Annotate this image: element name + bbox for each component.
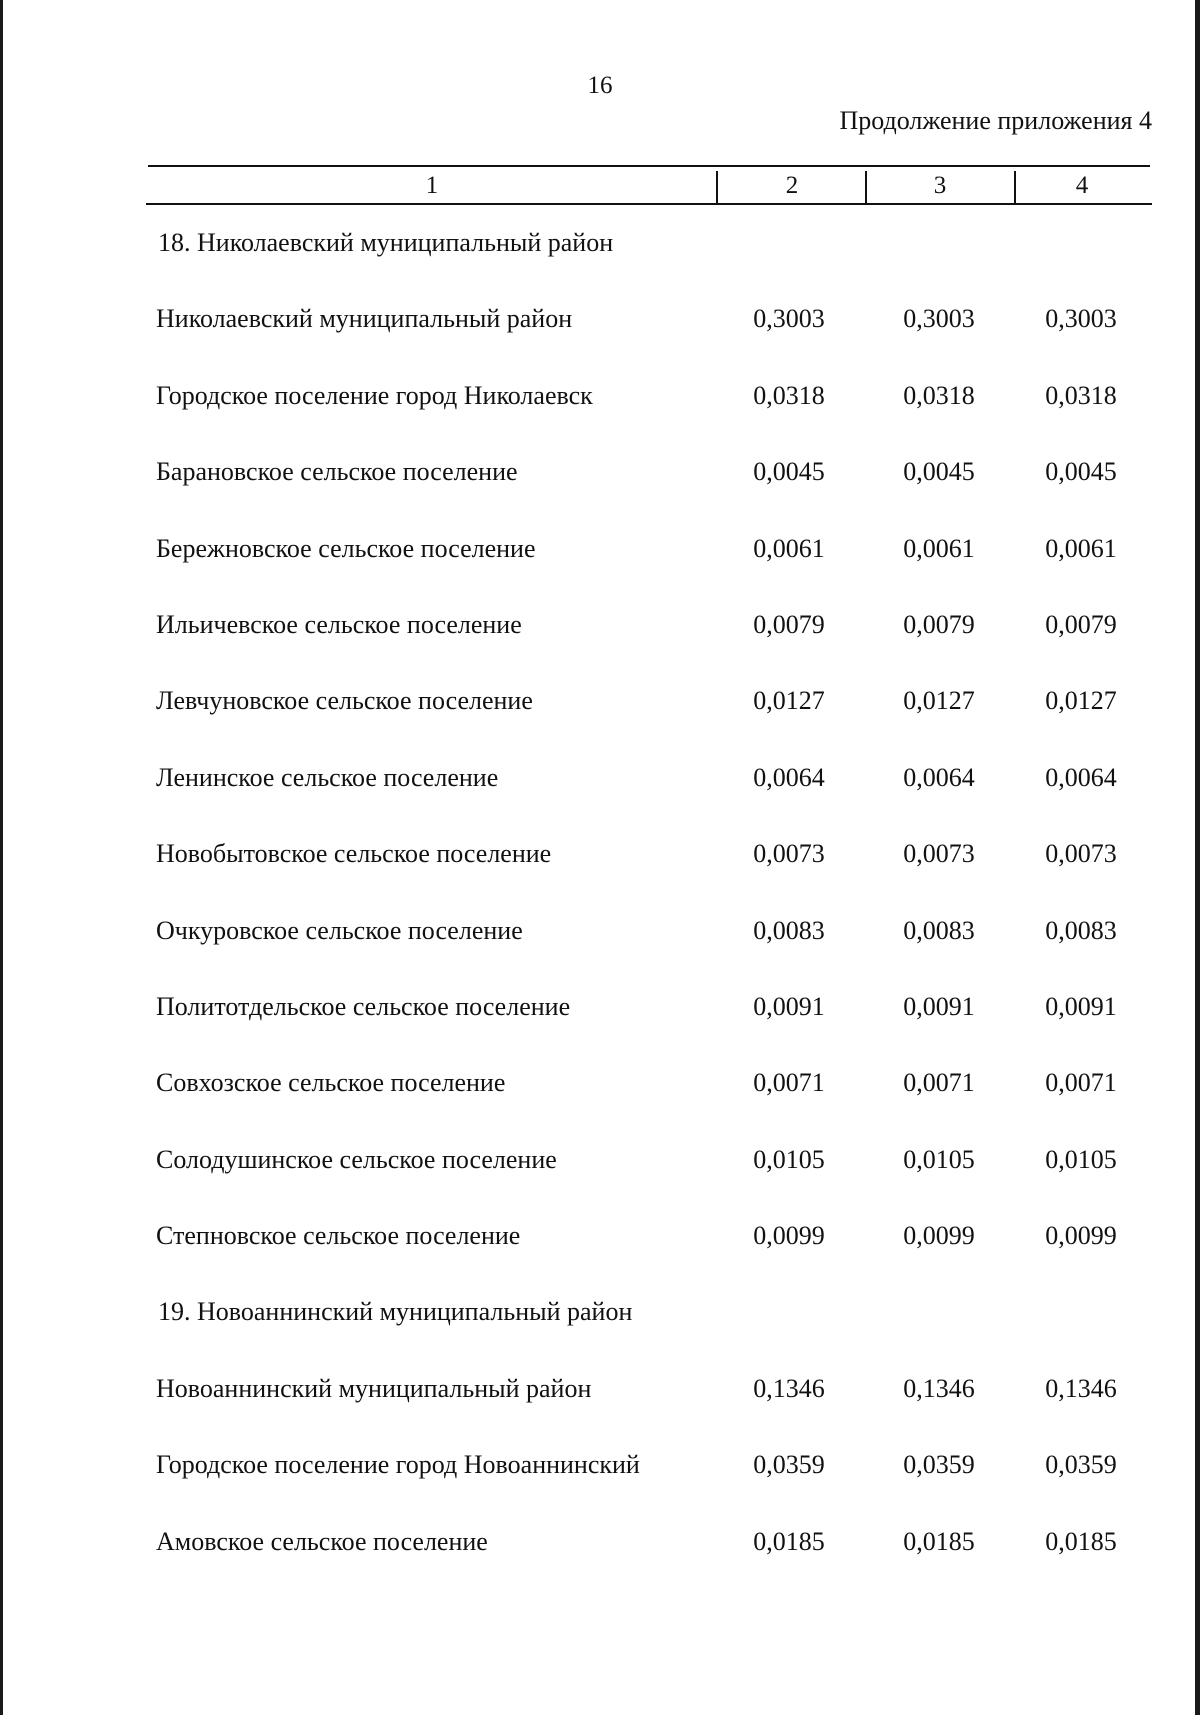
value-col-2: 0,3003 [753, 304, 825, 334]
municipality-name: Николаевский муниципальный район [156, 304, 573, 334]
value-col-4: 0,0091 [1045, 991, 1117, 1021]
table-row [148, 686, 1158, 762]
column-header-2: 2 [785, 172, 799, 199]
value-col-3: 0,0079 [903, 609, 975, 639]
value-col-2: 0,0064 [753, 762, 825, 792]
municipality-name: Городское поселение город Новоаннинский [156, 1450, 640, 1480]
municipality-name: Солодушинское сельское поселение [156, 1144, 557, 1174]
value-col-4: 0,3003 [1045, 304, 1117, 334]
municipality-name: Городское поселение город Николаевск [156, 380, 593, 410]
column-header-3: 3 [933, 172, 947, 199]
value-col-4: 0,0185 [1045, 1526, 1117, 1556]
table-row [148, 457, 1158, 533]
table-row [148, 1145, 1158, 1221]
value-col-3: 0,0105 [903, 1144, 975, 1174]
table-row [148, 916, 1158, 992]
municipality-name: Политотдельское сельское поселение [156, 991, 571, 1021]
value-col-4: 0,0071 [1045, 1068, 1117, 1098]
appendix-continuation-note: Продолжение приложения 4 [839, 106, 1152, 135]
column-divider [1014, 171, 1016, 205]
value-col-2: 0,0073 [753, 839, 825, 869]
value-col-4: 0,0064 [1045, 762, 1117, 792]
table-row [148, 992, 1158, 1068]
value-col-4: 0,0079 [1045, 609, 1117, 639]
value-col-4: 0,0083 [1045, 915, 1117, 945]
value-col-4: 0,0359 [1045, 1450, 1117, 1480]
municipality-name: Ильичевское сельское поселение [156, 609, 522, 639]
section-heading-row [148, 1297, 1158, 1373]
value-col-2: 0,0071 [753, 1068, 825, 1098]
municipality-name: Левчуновское сельское поселение [156, 686, 533, 716]
table-row [148, 1221, 1158, 1297]
table-body [148, 228, 1158, 1603]
value-col-4: 0,0061 [1045, 533, 1117, 563]
value-col-2: 0,0185 [753, 1526, 825, 1556]
table-row [148, 763, 1158, 839]
municipality-name: Новоаннинский муниципальный район [156, 1373, 592, 1403]
value-col-3: 0,3003 [903, 304, 975, 334]
section-title: 19. Новоаннинский муниципальный район [158, 1297, 633, 1327]
table-row [148, 610, 1158, 686]
value-col-3: 0,0073 [903, 839, 975, 869]
value-col-2: 0,0318 [753, 380, 825, 410]
value-col-2: 0,0099 [753, 1221, 825, 1251]
value-col-3: 0,0045 [903, 457, 975, 487]
page-number: 16 [587, 72, 613, 99]
value-col-2: 0,0061 [753, 533, 825, 563]
table-header-bottom-rule [146, 203, 1152, 205]
value-col-3: 0,0071 [903, 1068, 975, 1098]
municipality-name: Барановское сельское поселение [156, 457, 518, 487]
table-row [148, 1527, 1158, 1603]
scan-border-left [0, 0, 3, 1715]
value-col-4: 0,1346 [1045, 1373, 1117, 1403]
value-col-3: 0,0359 [903, 1450, 975, 1480]
column-divider [865, 171, 867, 205]
table-row [148, 381, 1158, 457]
value-col-2: 0,0127 [753, 686, 825, 716]
column-header-1: 1 [425, 172, 439, 199]
value-col-3: 0,0099 [903, 1221, 975, 1251]
table-row [148, 1374, 1158, 1450]
value-col-3: 0,0091 [903, 991, 975, 1021]
value-col-2: 0,0105 [753, 1144, 825, 1174]
table-header-top-rule [148, 165, 1150, 167]
value-col-4: 0,0105 [1045, 1144, 1117, 1174]
section-heading-row [148, 228, 1158, 304]
municipality-name: Очкуровское сельское поселение [156, 915, 523, 945]
column-divider [716, 171, 718, 205]
municipality-name: Ленинское сельское поселение [156, 762, 499, 792]
value-col-2: 0,0359 [753, 1450, 825, 1480]
municipality-name: Новобытовское сельское поселение [156, 839, 552, 869]
table-row [148, 839, 1158, 915]
scan-border-right [1195, 0, 1200, 1715]
value-col-2: 0,0079 [753, 609, 825, 639]
column-header-4: 4 [1075, 172, 1089, 199]
table-row [148, 1068, 1158, 1144]
value-col-4: 0,0318 [1045, 380, 1117, 410]
municipality-name: Совхозское сельское поселение [156, 1068, 506, 1098]
municipality-name: Степновское сельское поселение [156, 1221, 521, 1251]
value-col-3: 0,0061 [903, 533, 975, 563]
value-col-3: 0,0127 [903, 686, 975, 716]
value-col-4: 0,0099 [1045, 1221, 1117, 1251]
table-row [148, 534, 1158, 610]
value-col-3: 0,0185 [903, 1526, 975, 1556]
municipality-name: Амовское сельское поселение [156, 1526, 488, 1556]
value-col-4: 0,0045 [1045, 457, 1117, 487]
value-col-2: 0,0083 [753, 915, 825, 945]
value-col-4: 0,0073 [1045, 839, 1117, 869]
value-col-4: 0,0127 [1045, 686, 1117, 716]
value-col-3: 0,1346 [903, 1373, 975, 1403]
table-row [148, 1450, 1158, 1526]
value-col-2: 0,0045 [753, 457, 825, 487]
section-title: 18. Николаевский муниципальный район [158, 228, 614, 257]
value-col-3: 0,0064 [903, 762, 975, 792]
municipality-name: Бережновское сельское поселение [156, 533, 536, 563]
value-col-3: 0,0318 [903, 380, 975, 410]
value-col-2: 0,1346 [753, 1373, 825, 1403]
table-row [148, 304, 1158, 380]
value-col-2: 0,0091 [753, 991, 825, 1021]
value-col-3: 0,0083 [903, 915, 975, 945]
